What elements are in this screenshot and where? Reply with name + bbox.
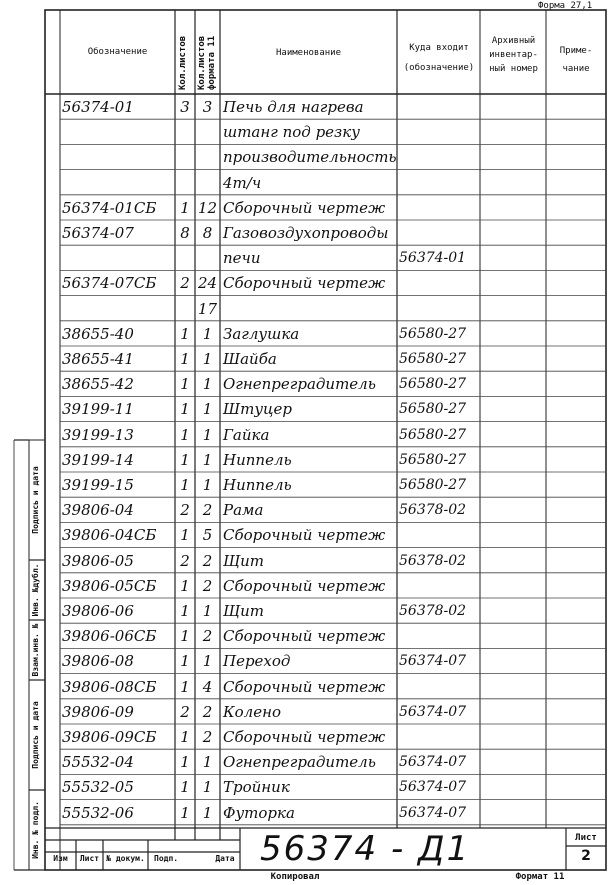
cell-designation: 56374-01СБ: [62, 198, 157, 217]
cell-where-used: 56580-27: [399, 477, 467, 493]
cell-sheets-f11: 8: [202, 224, 213, 242]
cell-sheets: 2: [180, 274, 190, 293]
cell-sheets: 8: [180, 224, 190, 242]
cell-sheets: 1: [180, 526, 190, 545]
cell-name: производительность: [223, 148, 397, 167]
cell-sheets: 1: [180, 728, 190, 746]
cell-sheets-f11: 1: [202, 753, 213, 772]
cell-sheets-f11: 1: [202, 450, 213, 469]
cell-designation: 38655-42: [62, 375, 134, 394]
cell-name: Заглушка: [223, 324, 300, 343]
cell-sheets-f11: 2: [202, 576, 213, 595]
cell-designation: 39806-05: [62, 551, 134, 570]
cell-designation: 39806-05СБ: [62, 576, 157, 595]
side-label: Взам.инв. №: [31, 623, 40, 677]
cell-name: Сборочный чертеж: [223, 677, 386, 696]
stamp-sheet-label: Лист: [575, 833, 597, 843]
cell-designation: 39199-11: [62, 400, 134, 419]
cell-designation: 38655-41: [62, 350, 134, 368]
cell-sheets-f11: 2: [202, 627, 213, 646]
cell-where-used: 56378-02: [399, 603, 467, 619]
cell-where-used: 56378-02: [399, 502, 467, 519]
cell-where-used: 56374-07: [399, 653, 467, 670]
cell-sheets-f11: 2: [202, 501, 213, 520]
cell-where-used: 56374-07: [399, 754, 467, 771]
cell-where-used: 56580-27: [399, 451, 467, 468]
cell-designation: 38655-40: [62, 324, 134, 343]
cell-sheets-f11: 2: [202, 702, 213, 721]
cell-sheets: 2: [180, 702, 190, 721]
cell-sheets: 1: [180, 652, 190, 671]
cell-designation: 39806-06СБ: [62, 627, 157, 646]
cell-designation: 55532-05: [62, 778, 134, 797]
cell-sheets-f11: 2: [202, 551, 213, 570]
cell-designation: 56374-01: [62, 98, 134, 116]
cell-where-used: 56580-27: [399, 376, 467, 393]
cell-sheets-f11: 12: [197, 198, 218, 217]
cell-sheets-f11: 4: [202, 677, 213, 696]
cell-sheets-f11: 1: [202, 803, 213, 822]
cell-name: Тройник: [223, 778, 290, 797]
cell-name: штанг под резку: [223, 123, 360, 142]
cell-name: Сборочный чертеж: [223, 627, 386, 646]
cell-where-used: 56374-01: [399, 250, 467, 267]
cell-sheets: 1: [180, 198, 190, 217]
cell-name: Газовоздухопроводы: [223, 224, 389, 242]
cell-sheets-f11: 17: [197, 299, 218, 318]
cell-sheets: 1: [180, 350, 190, 368]
header-name: Наименование: [275, 48, 342, 58]
cell-name: Шайба: [223, 350, 277, 368]
cell-name: Щит: [223, 602, 265, 620]
cell-name: Ниппель: [223, 450, 292, 469]
cell-designation: 39806-09СБ: [62, 728, 157, 746]
cell-designation: 39806-09: [62, 702, 134, 721]
cell-sheets-f11: 1: [202, 476, 213, 494]
sheet-number: 2: [581, 848, 591, 864]
cell-where-used: 56580-27: [399, 325, 467, 342]
cell-sheets: 3: [180, 98, 190, 116]
cell-designation: 55532-06: [62, 803, 134, 822]
cell-sheets-f11: 1: [202, 350, 213, 368]
cell-designation: 39199-13: [62, 425, 134, 444]
cell-name: Сборочный чертеж: [223, 274, 386, 293]
cell-name: Огнепреградитель: [223, 753, 376, 772]
side-label: Инв. № подл.: [31, 801, 40, 859]
cell-sheets: 1: [180, 375, 190, 394]
cell-designation: 39806-06: [62, 602, 134, 620]
cell-sheets-f11: 1: [202, 778, 213, 797]
footer-copied: Копировал: [270, 872, 320, 882]
stamp-podp: Подп.: [154, 854, 179, 863]
cell-sheets-f11: 24: [197, 274, 218, 293]
cell-designation: 55532-04: [62, 753, 134, 772]
cell-designation: 39199-14: [62, 450, 134, 469]
stamp-doc-no: № докум.: [106, 854, 145, 863]
form-label: Форма 27,1: [538, 1, 593, 11]
cell-where-used: 56374-07: [399, 804, 467, 821]
cell-name: Щит: [223, 551, 265, 570]
header-archive: Архивный инвентар- ный номер: [489, 36, 538, 74]
cell-name: 4т/ч: [223, 173, 262, 192]
cell-where-used: 56580-27: [399, 401, 467, 418]
cell-name: Сборочный чертеж: [223, 526, 386, 545]
cell-sheets-f11: 1: [202, 425, 213, 444]
cell-sheets-f11: 1: [202, 375, 213, 394]
cell-sheets-f11: 1: [202, 324, 213, 343]
cell-sheets: 1: [180, 677, 190, 696]
header-designation: Обозначение: [87, 47, 148, 57]
cell-sheets: 2: [180, 551, 190, 570]
cell-where-used: 56374-07: [399, 779, 467, 796]
cell-sheets-f11: 1: [202, 652, 213, 671]
cell-designation: 39806-04: [62, 501, 134, 520]
cell-sheets: 1: [180, 400, 190, 419]
document-designation: 56374 - Д1: [260, 829, 471, 869]
cell-where-used: 56378-02: [399, 552, 467, 569]
cell-sheets: 1: [180, 450, 190, 469]
header-where-used: Куда входит (обозначение): [403, 43, 475, 73]
cell-name: Рама: [223, 501, 264, 520]
side-label: Подпись и дата: [31, 701, 40, 769]
side-label: Подпись и дата: [31, 466, 40, 534]
cell-sheets: 1: [180, 778, 190, 797]
cell-sheets: 2: [180, 501, 190, 520]
cell-name: Колено: [223, 702, 281, 721]
cell-name: Сборочный чертеж: [223, 576, 386, 595]
cell-name: Сборочный чертеж: [223, 198, 386, 217]
stamp-izm: Изм: [53, 854, 68, 863]
cell-name: печи: [223, 249, 261, 268]
header-qty-sheets: Кол.листов: [178, 35, 188, 90]
cell-name: Футорка: [223, 803, 295, 822]
stamp-list: Лист: [79, 854, 100, 863]
cell-designation: 39806-04СБ: [62, 526, 157, 545]
cell-name: Штуцер: [223, 400, 292, 419]
cell-sheets: 1: [180, 425, 190, 444]
cell-sheets-f11: 1: [202, 602, 213, 620]
cell-sheets-f11: 1: [202, 400, 213, 419]
cell-sheets: 1: [180, 576, 190, 595]
cell-designation: 39806-08: [62, 652, 134, 671]
cell-sheets: 1: [180, 627, 190, 646]
footer-format: Формат 11: [515, 872, 565, 882]
side-label: Инв. №дубл.: [31, 563, 40, 617]
cell-sheets-f11: 3: [202, 98, 213, 116]
cell-sheets: 1: [180, 753, 190, 772]
cell-designation: 39199-15: [62, 476, 134, 494]
cell-designation: 56374-07: [62, 224, 134, 242]
cell-where-used: 56580-27: [399, 426, 467, 443]
cell-where-used: 56580-27: [399, 351, 467, 367]
header-qty-sheets-format: Кол.листов формата 11: [197, 35, 217, 90]
cell-name: Переход: [223, 652, 291, 671]
cell-sheets-f11: 2: [202, 728, 213, 746]
cell-sheets: 1: [180, 476, 190, 494]
cell-sheets: 1: [180, 602, 190, 620]
stamp-data: Дата: [215, 854, 235, 863]
cell-name: Гайка: [223, 425, 270, 444]
cell-designation: 39806-08СБ: [62, 677, 157, 696]
cell-sheets: 1: [180, 324, 190, 343]
header-notes: Приме- чание: [559, 46, 593, 74]
cell-name: Ниппель: [223, 476, 292, 494]
cell-designation: 56374-07СБ: [62, 274, 157, 293]
cell-sheets-f11: 5: [202, 526, 213, 545]
cell-where-used: 56374-07: [399, 703, 467, 720]
cell-name: Огнепреградитель: [223, 375, 376, 394]
cell-name: Сборочный чертеж: [223, 728, 386, 746]
cell-sheets: 1: [180, 803, 190, 822]
cell-name: Печь для нагрева: [223, 98, 364, 116]
